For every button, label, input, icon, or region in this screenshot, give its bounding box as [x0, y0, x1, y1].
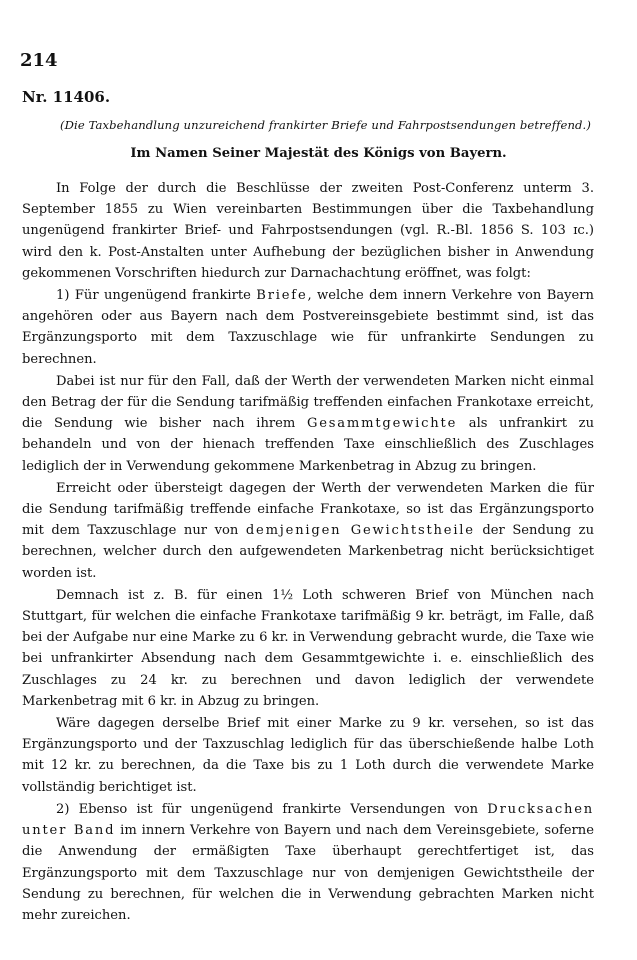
- paragraph-example-one: Demnach ist z. B. für einen 1½ Loth schweren Brief von München nach Stuttgart, für welchen die einfache Frankotaxe tarifmäßig 9 kr. beträgt, im Falle, daß bei der Aufgabe nur eine Marke zu 6 kr. in Verwendung gebracht wurde, die Taxe wie bei unfrankirter Absendung nach dem Gesammtgewichte i. e. einschließlich des Zuschlages zu 24 kr. zu berechnen und davon lediglich der verwendete Markenbetrag mit 6 kr. in Abzug zu bringen.: [22, 587, 594, 709]
- paragraph-intro: In Folge der durch die Beschlüsse der zweiten Post-Conferenz unterm 3. September 1855 zu Wien vereinbarten Bestimmungen über die Taxbehandlung ungenügend frankirter Brief- und Fahrpostsendungen (vgl. R.-Bl. 1856 S. 103 ɪc.) wird den k. Post-Anstalten unter Aufhebung der bezüglichen bisher in Anwendung gekommenen Vorschriften hiedurch zur Darnachachtung eröffnet, was folgt:: [22, 181, 594, 281]
- emphasized-term: demjenigen Gewichtstheile: [245, 523, 475, 539]
- document-subtitle: (Die Taxbehandlung unzureichend frankirter Briefe und Fahrpostsendungen betreffend.): [60, 118, 591, 132]
- text-run: Dabei ist nur für den Fall, daß der Werth der verwendeten Marken nicht einmal den Betrag der für die Sendung tarifmäßig treffenden einfachen Frankotaxe erreicht, die Sendung wie bisher nach ihrem: [22, 373, 594, 432]
- paragraph-partial-weight: [22, 478, 594, 584]
- text-run: 1) Für ungenügend frankirte: [56, 288, 257, 304]
- text-run: Erreicht oder übersteigt dagegen der Werth der verwendeten Marken die für die Sendung tarifmäßig treffende einfache Frankotaxe, so ist das Ergänzungsporto mit dem Taxzuschlage nur von: [22, 480, 594, 539]
- text-run: , welche dem innern Verkehre von Bayern angehören oder aus Bayern nach dem Postvereinsgebiete bestimmt sind, ist das Ergänzungsporto mit dem Taxzuschlage wie für unfrankirte Sendungen zu berechnen.: [22, 288, 594, 367]
- paragraph-total-weight: [22, 371, 594, 477]
- body-text: [22, 178, 594, 926]
- paragraph-printed-matter: [22, 799, 594, 926]
- text-run: der Sendung zu berechnen, welcher durch den aufgewendeten Markenbetrag nicht berücksichtiget worden ist.: [22, 523, 594, 581]
- paragraph-example-two: Wäre dagegen derselbe Brief mit einer Marke zu 9 kr. versehen, so ist das Ergänzungsporto und der Taxzuschlag lediglich für das überschießende halbe Loth mit 12 kr. zu berechnen, da die Taxe bis zu 1 Loth durch die verwendete Marke vollständig berichtiget ist.: [22, 716, 594, 795]
- text-run: im innern Verkehre von Bayern und nach dem Vereinsgebiete, soferne die Anwendung der ermäßigten Taxe überhaupt gerechtfertiget ist, das Ergänzungsporto mit dem Taxzuschlage nur von demjenigen Gewichtstheile der Sendung zu berechnen, für welchen die in Verwendung gebrachten Marken nicht mehr zureichen.: [22, 823, 594, 923]
- emphasized-term: Briefe: [256, 288, 308, 304]
- text-run: 2) Ebenso ist für ungenügend frankirte Versendungen von: [56, 801, 488, 817]
- emphasized-term: Gesammtgewichte: [306, 416, 458, 432]
- decree-heading: Im Namen Seiner Majestät des Königs von Bayern.: [130, 146, 507, 161]
- page-number: 214: [20, 50, 58, 71]
- document-number: Nr. 11406.: [22, 88, 111, 106]
- text-run: als unfrankirt zu behandeln und von der hienach treffenden Taxe einschließlich des Zuschlages lediglich der in Verwendung gekommene Markenbetrag in Abzug zu bringen.: [22, 416, 594, 474]
- emphasized-term: Drucksachen unter Band: [22, 801, 594, 839]
- paragraph-letters: [22, 285, 594, 370]
